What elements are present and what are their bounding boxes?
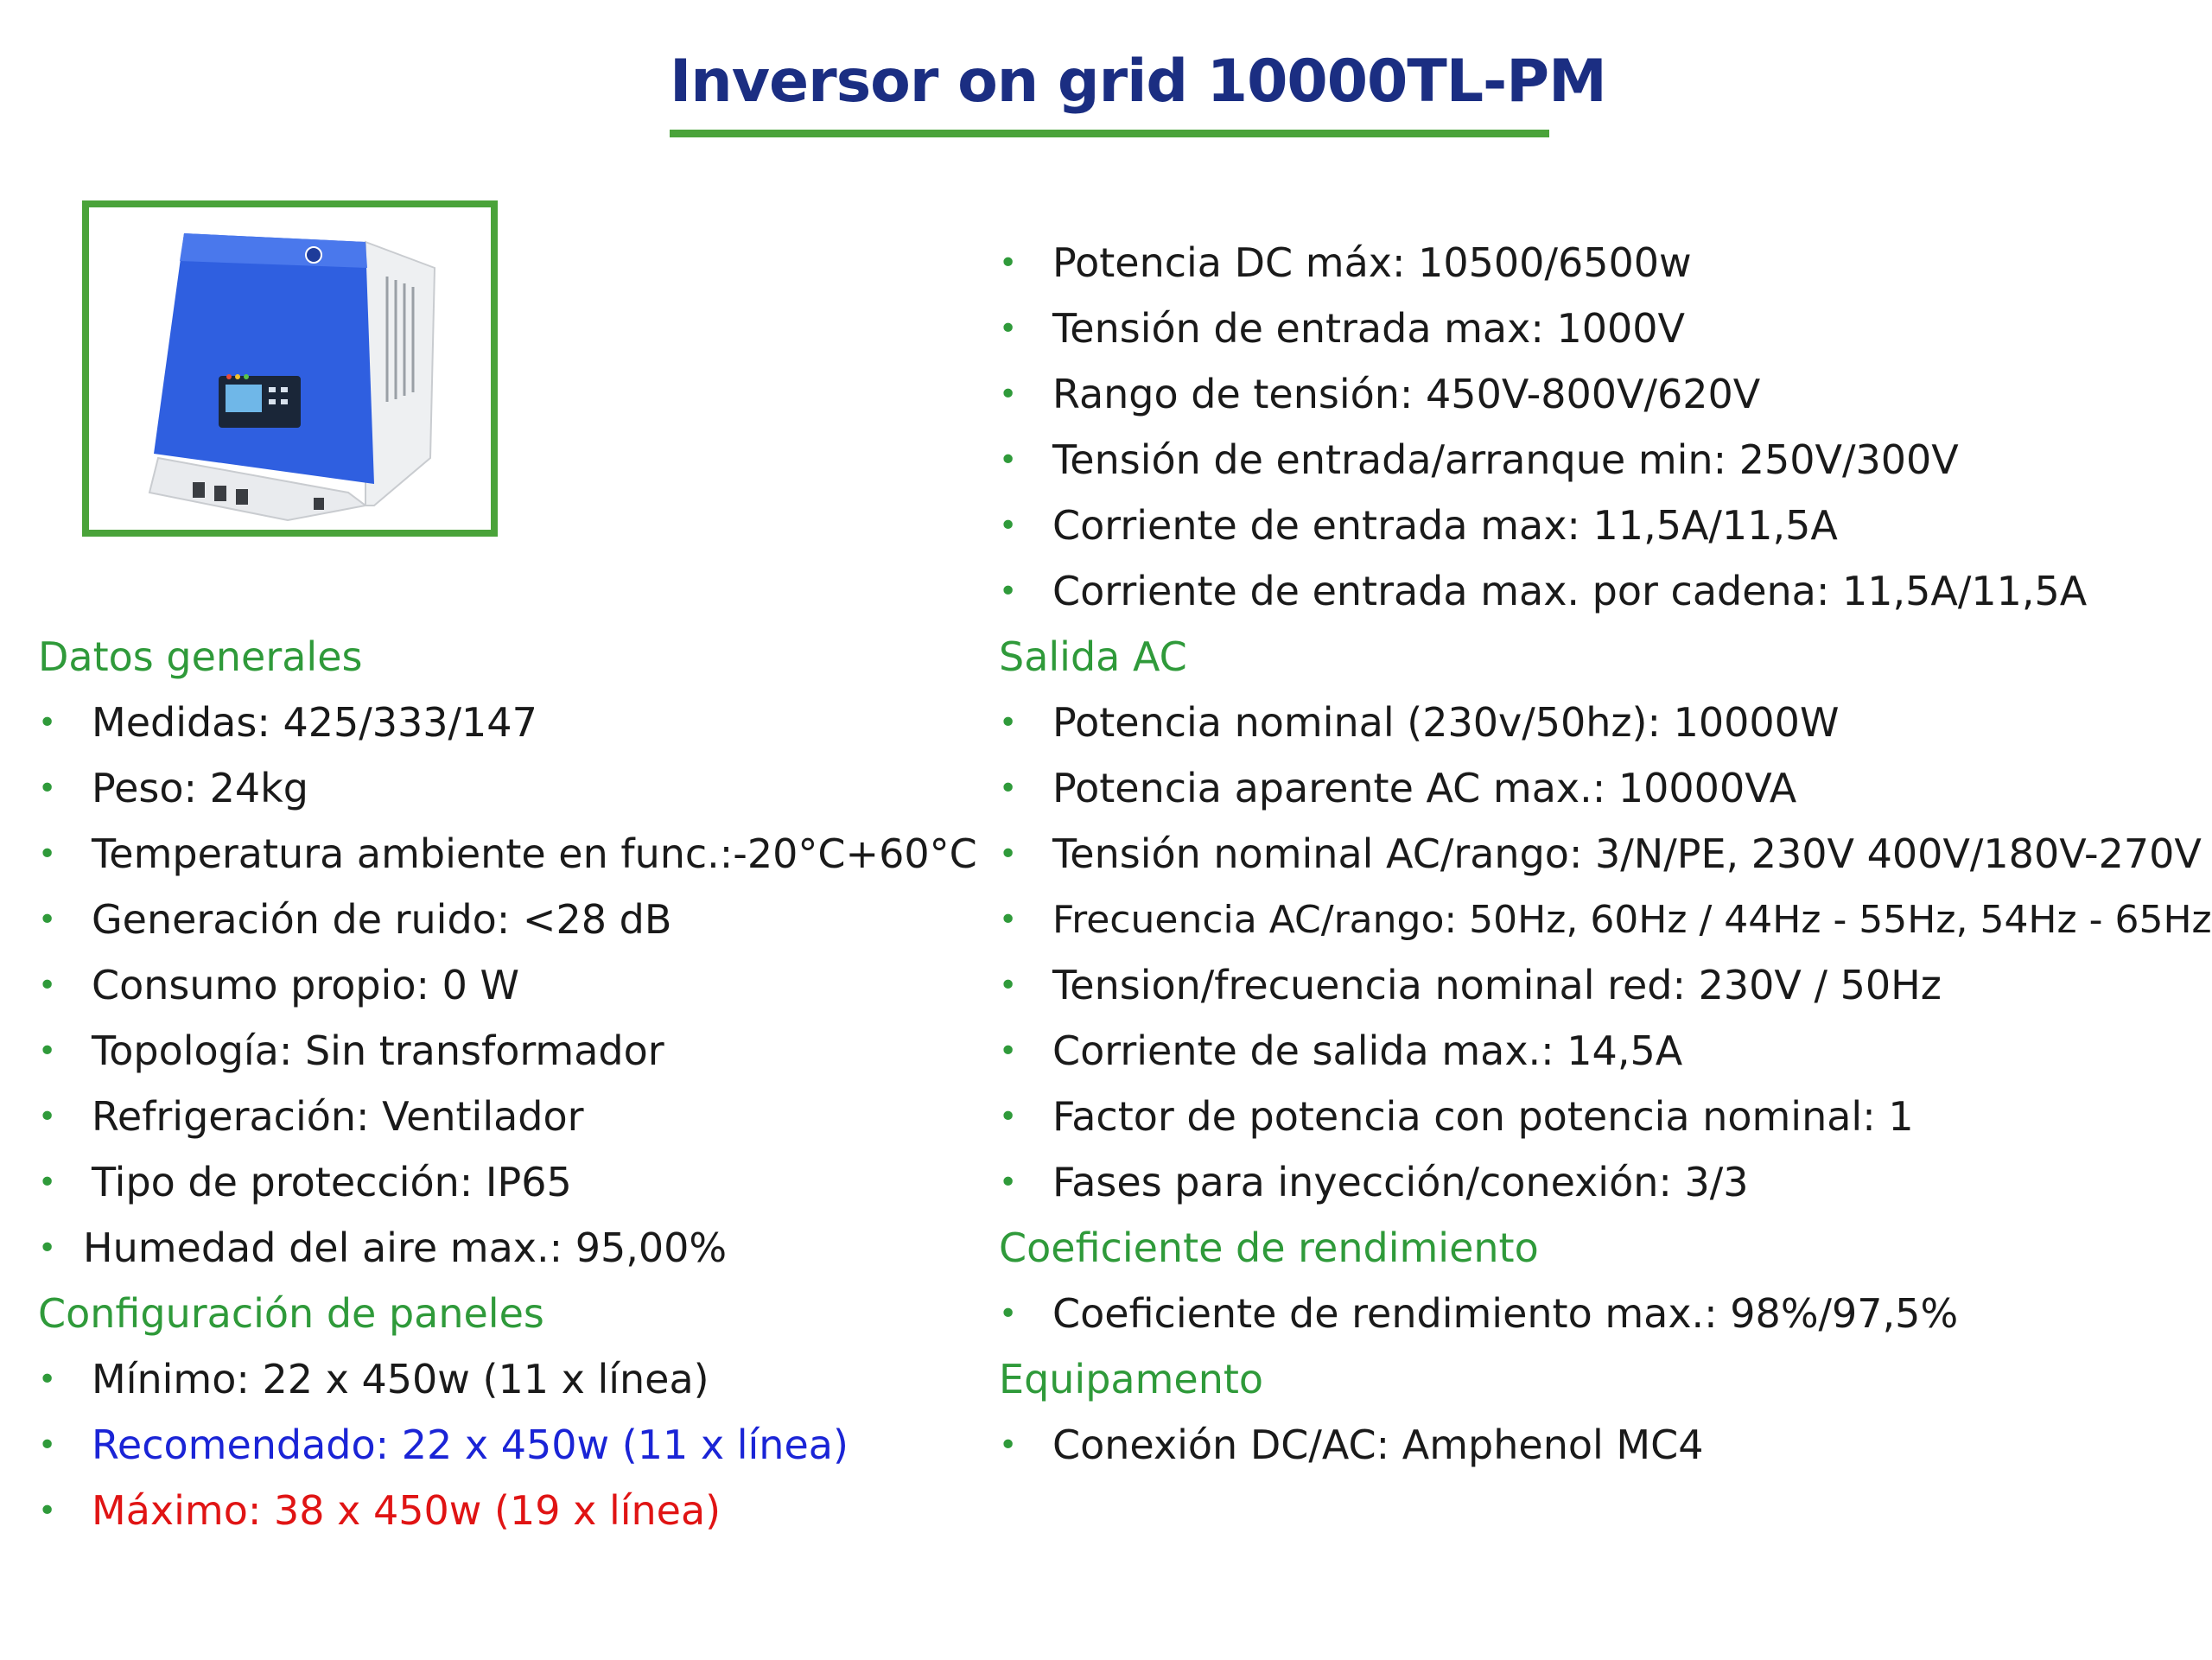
list-item [38, 1149, 572, 1215]
spec-text: Tension/frecuencia nominal red: 230V / 50Hz [1052, 962, 1942, 1008]
list-item [38, 1215, 727, 1281]
section-heading-salida-ac: Salida AC [999, 633, 1187, 680]
solar-inverter-icon [89, 207, 491, 530]
list-item [38, 1084, 584, 1149]
spec-text: Tensión de entrada max: 1000V [1052, 305, 1686, 352]
spec-text: Frecuencia AC/rango: 50Hz, 60Hz / 44Hz - 55Hz, 54Hz - 65Hz [1052, 897, 2212, 942]
spec-text: Tensión nominal AC/rango: 3/N/PE, 230V 400V/180V-270V [1052, 830, 2202, 877]
spec-text: Corriente de salida max.: 14,5A [1052, 1027, 1683, 1074]
bullet: • [38, 1427, 57, 1463]
spec-text: Consumo propio: 0 W [92, 962, 519, 1008]
bullet: • [999, 1427, 1018, 1463]
bullet: • [999, 442, 1018, 478]
bullet: • [999, 704, 1018, 741]
spec-text: Fases para inyección/conexión: 3/3 [1052, 1159, 1749, 1205]
spec-text: Temperatura ambiente en func.:-20°C+60°C [92, 830, 977, 877]
bullet: • [999, 1098, 1018, 1135]
spec-text: Topología: Sin transformador [92, 1027, 664, 1074]
bullet: • [999, 770, 1018, 806]
spec-text: Refrigeración: Ventilador [92, 1093, 584, 1140]
list-item [999, 952, 1942, 1018]
spec-text: Potencia nominal (230v/50hz): 10000W [1052, 699, 1840, 746]
spec-text: Peso: 24kg [92, 765, 309, 811]
list-item [38, 1478, 721, 1543]
bullet: • [38, 1098, 57, 1135]
bullet: • [38, 1033, 57, 1069]
list-item [999, 1412, 1703, 1478]
list-item [999, 690, 1839, 755]
bullet: • [999, 836, 1018, 872]
bullet: • [38, 836, 57, 872]
bullet: • [999, 245, 1018, 281]
spec-text: Medidas: 425/333/147 [92, 699, 537, 746]
spec-text: Factor de potencia con potencia nominal: 1 [1052, 1093, 1914, 1140]
list-item [38, 1412, 849, 1478]
panel-recommended: Recomendado: 22 x 450w (11 x línea) [92, 1421, 849, 1468]
bullet: • [999, 967, 1018, 1003]
list-item [38, 1018, 664, 1084]
bullet: • [38, 704, 57, 741]
list-item [999, 1281, 1958, 1346]
list-item [999, 230, 1692, 296]
bullet: • [999, 310, 1018, 347]
title-underline [670, 130, 1549, 137]
section-heading-equipamento: Equipamento [999, 1356, 1264, 1402]
bullet: • [999, 901, 1018, 938]
bullet: • [999, 507, 1018, 544]
spec-text: Corriente de entrada max: 11,5A/11,5A [1052, 502, 1838, 549]
list-item [999, 427, 1959, 493]
page-title: Inversor on grid 10000TL-PM [670, 48, 1606, 116]
spec-text: Tipo de protección: IP65 [92, 1159, 572, 1205]
bullet: • [38, 770, 57, 806]
list-item [38, 1346, 709, 1412]
spec-text: Coeficiente de rendimiento max.: 98%/97,5% [1052, 1290, 1959, 1337]
panel-maximum: Máximo: 38 x 450w (19 x línea) [92, 1487, 721, 1534]
section-heading-coeficiente: Coeficiente de rendimiento [999, 1224, 1539, 1271]
bullet: • [999, 376, 1018, 412]
spec-text: Humedad del aire max.: 95,00% [83, 1224, 728, 1271]
list-item [999, 755, 1796, 821]
spec-text: Generación de ruido: <28 dB [92, 896, 672, 943]
spec-text: Conexión DC/AC: Amphenol MC4 [1052, 1421, 1704, 1468]
list-item [999, 558, 2087, 624]
list-item [38, 821, 977, 887]
list-item [999, 887, 2212, 952]
list-item [999, 296, 1685, 361]
panel-minimum: Mínimo: 22 x 450w (11 x línea) [92, 1356, 709, 1402]
list-item [38, 887, 671, 952]
list-item [999, 821, 2202, 887]
spec-text: Tensión de entrada/arranque min: 250V/300V [1052, 436, 1959, 483]
bullet: • [999, 1033, 1018, 1069]
list-item [38, 690, 537, 755]
bullet: • [999, 1164, 1018, 1200]
section-heading-datos-generales: Datos generales [38, 633, 363, 680]
list-item [999, 1084, 1914, 1149]
list-item [999, 361, 1760, 427]
list-item [999, 1149, 1749, 1215]
list-item [38, 755, 308, 821]
product-image-frame [82, 200, 498, 537]
bullet: • [38, 1492, 57, 1529]
spec-text: Potencia DC máx: 10500/6500w [1052, 239, 1692, 286]
bullet: • [999, 573, 1018, 609]
section-heading-configuracion: Configuración de paneles [38, 1290, 544, 1337]
list-item [38, 952, 519, 1018]
bullet: • [38, 1164, 57, 1200]
bullet: • [38, 1230, 57, 1266]
spec-text: Rango de tensión: 450V-800V/620V [1052, 371, 1761, 417]
bullet: • [38, 967, 57, 1003]
bullet: • [999, 1295, 1018, 1332]
spec-text: Corriente de entrada max. por cadena: 11,5A/11,5A [1052, 568, 2088, 614]
list-item [999, 493, 1838, 558]
bullet: • [38, 901, 57, 938]
spec-text: Potencia aparente AC max.: 10000VA [1052, 765, 1797, 811]
list-item [999, 1018, 1682, 1084]
bullet: • [38, 1361, 57, 1397]
